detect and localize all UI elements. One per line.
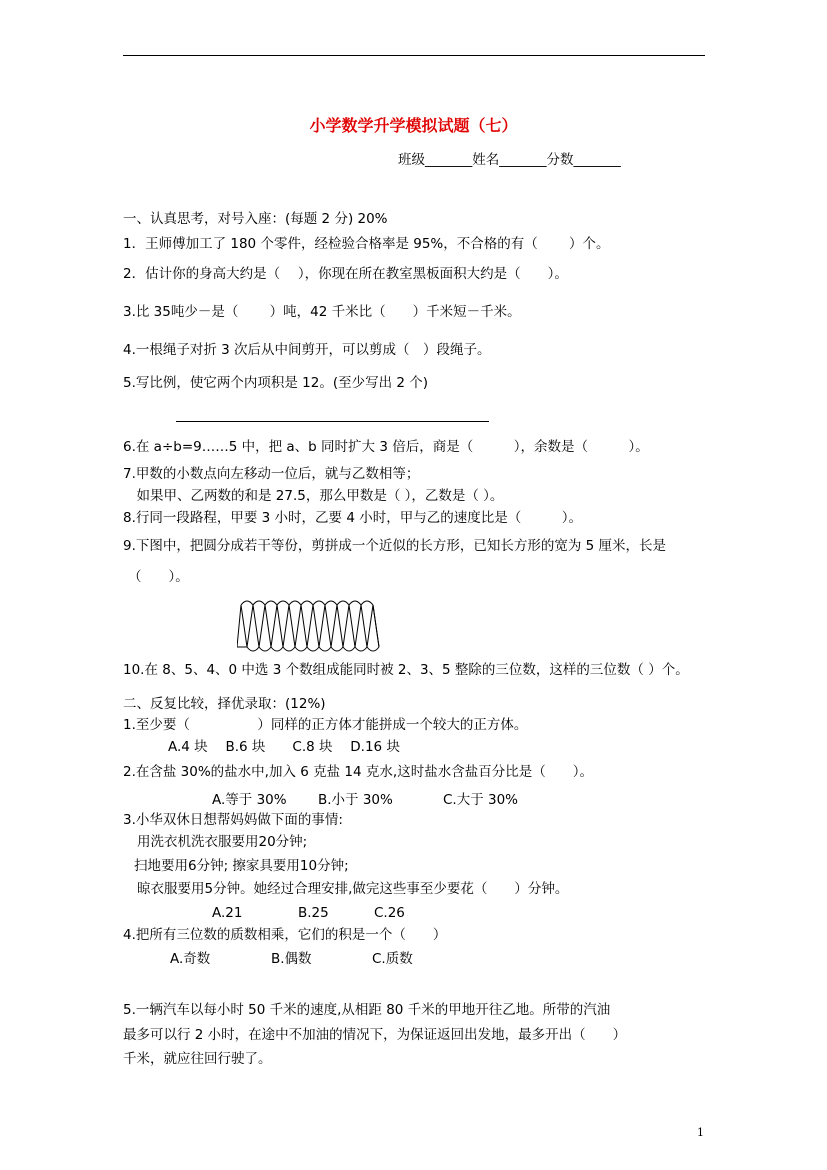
s2-q2-option-a: A.等于 30% (212, 792, 287, 808)
s2-q2-option-b: B.小于 30% (318, 792, 393, 808)
s2-question-1: 1.至少要（ ）同样的正方体才能拼成一个较大的正方体。 (123, 717, 528, 733)
class-name-score-line: 班级_______姓名_______分数_______ (398, 152, 621, 168)
s2-q4-option-b: B.偶数 (271, 951, 312, 967)
s2-q3-option-c: C.26 (374, 905, 405, 921)
s1-question-4: 4.一根绳子对折 3 次后从中间剪开，可以剪成（ ）段绳子。 (123, 342, 491, 358)
s2-q2-option-c: C.大于 30% (443, 792, 519, 808)
s2-q3-option-b: B.25 (298, 905, 329, 921)
s2-question-3-line4: 晾衣服要用5分钟。她经过合理安排,做完这些事至少要花（ ）分钟。 (137, 881, 569, 897)
s1-question-7-line1: 7.甲数的小数点向左移动一位后，就与乙数相等； (123, 466, 420, 482)
s1-question-8: 8.行同一段路程，甲要 3 小时，乙要 4 小时，甲与乙的速度比是（ ）。 (123, 510, 582, 526)
s2-q3-option-a: A.21 (212, 905, 243, 921)
s2-q4-option-c: C.质数 (372, 951, 413, 967)
section1-heading: 一、认真思考，对号入座：(每题 2 分) 20% (123, 211, 388, 227)
s2-question-5-line3: 千米，就应往回行驶了。 (123, 1051, 272, 1067)
circle-rearranged-rectangle-figure (237, 597, 383, 655)
s1-question-6: 6.在 a÷b=9……5 中，把 a、b 同时扩大 3 倍后，商是（ ），余数是（ ）。 (123, 439, 649, 455)
s1-question-9-line1: 9.下图中，把圆分成若干等份，剪拼成一个近似的长方形，已知长方形的宽为 5 厘米，长是 (123, 538, 667, 554)
s1-question-10: 10.在 8、5、4、0 中选 3 个数组成能同时被 2、3、5 整除的三位数，这样的三位数（ ）个。 (123, 662, 689, 678)
s2-question-5-line2: 最多可以行 2 小时，在途中不加油的情况下，为保证返回出发地，最多开出（ ） (123, 1027, 627, 1043)
s1-question-2: 2．估计你的身高大约是（ ），你现在所在教室黑板面积大约是（ ）。 (123, 266, 568, 282)
s2-question-1-options: A.4 块 B.6 块 C.8 块 D.16 块 (168, 739, 400, 755)
s2-question-4: 4.把所有三位数的质数相乘，它们的积是一个（ ） (123, 927, 447, 943)
s2-question-3-line2: 用洗衣机洗衣服要用20分钟; (137, 834, 308, 850)
s2-question-5-line1: 5.一辆汽车以每小时 50 千米的速度,从相距 80 千米的甲地开往乙地。所带的汽油 (123, 1002, 611, 1018)
s2-q4-option-a: A.奇数 (170, 951, 211, 967)
s2-question-2: 2.在含盐 30%的盐水中,加入 6 克盐 14 克水,这时盐水含盐百分比是（ ）。 (123, 764, 593, 780)
s1-question-5: 5.写比例，使它两个内项积是 12。(至少写出 2 个) (123, 375, 429, 391)
page-title: 小学数学升学模拟试题（七） (309, 116, 518, 135)
s2-question-3-line3: 扫地要用6分钟; 擦家具要用10分钟; (134, 858, 349, 874)
header-rule (123, 55, 705, 56)
s1-question-7-line2: 如果甲、乙两数的和是 27.5，那么甲数是（ ），乙数是（ ）。 (123, 488, 504, 504)
s1-question-3: 3.比 35吨少－是（ ）吨，42 千米比（ ）千米短－千米。 (123, 304, 521, 320)
page-number: 1 (697, 1126, 704, 1139)
s1-question-1: 1．王师傅加工了 180 个零件，经检验合格率是 95%，不合格的有（ ）个。 (123, 236, 610, 252)
answer-blank-line (176, 421, 489, 422)
s2-question-3-line1: 3.小华双休日想帮妈妈做下面的事情: (123, 812, 343, 828)
s1-question-9-line2: （ ）。 (128, 569, 189, 585)
section2-heading: 二、反复比较，择优录取：(12%) (123, 696, 326, 712)
